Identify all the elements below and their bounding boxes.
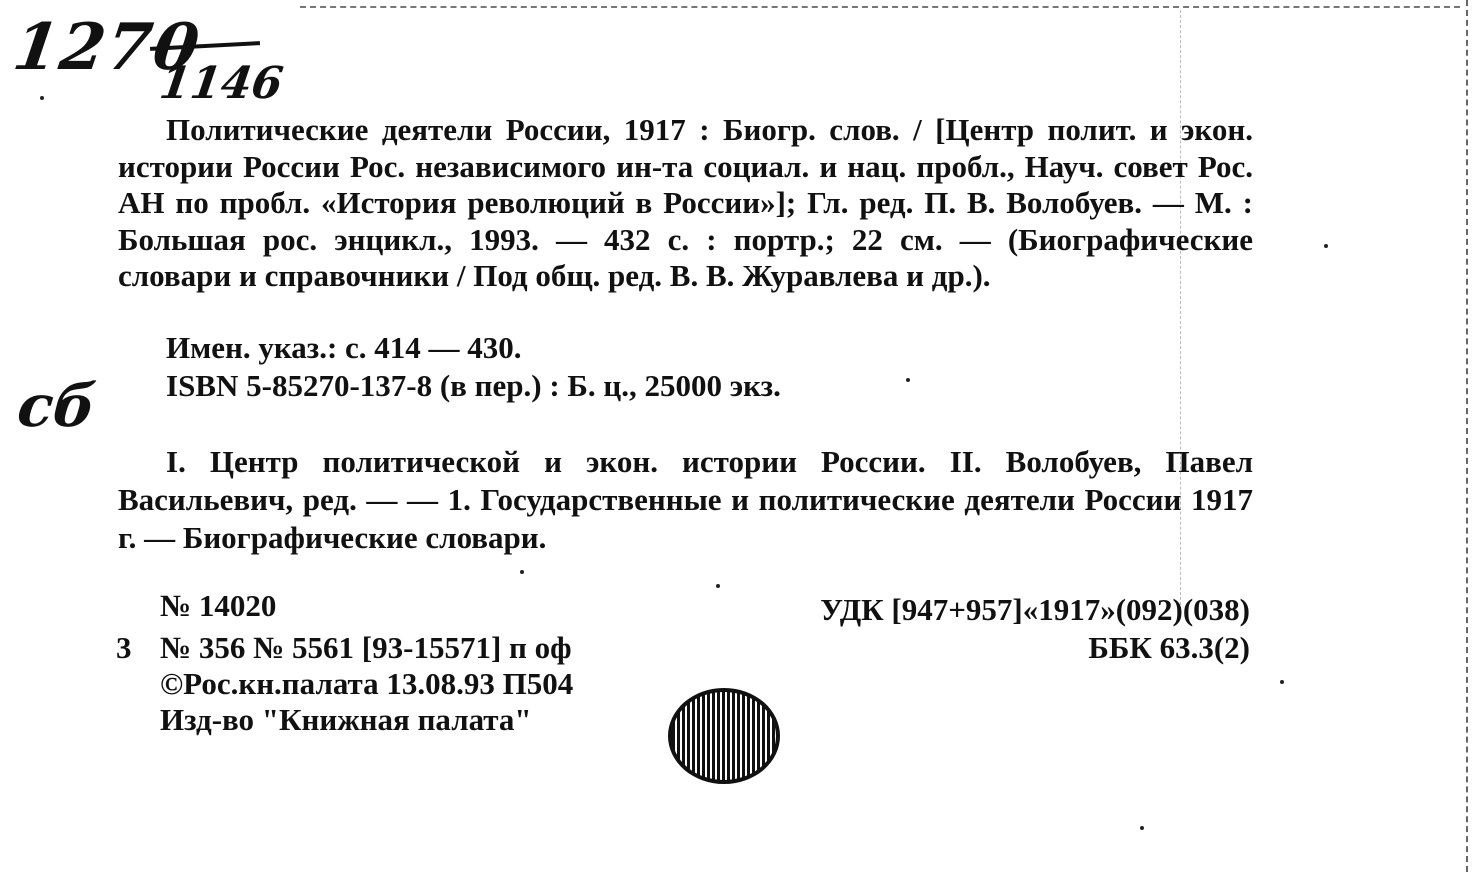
isbn-line: ISBN 5-85270-137-8 (в пер.) : Б. ц., 25000 экз.	[166, 368, 781, 403]
udk-code: УДК [947+957]«1917»(092)(038)	[820, 592, 1250, 627]
record-number: № 14020	[160, 588, 277, 623]
card-edge-top	[300, 6, 1460, 8]
publisher-line: Изд-во "Книжная палата"	[160, 702, 532, 737]
scan-speck	[1324, 244, 1328, 248]
handwritten-sub-number: 1146	[156, 58, 287, 109]
tracings-paragraph: I. Центр политической и экон. истории России. II. Волобуев, Павел Васильевич, ред. — — 1. Государственные и политические деятели России 1917 г. — Биографические словари.	[118, 444, 1253, 555]
description-paragraph: Политические деятели России, 1917 : Биогр. слов. / [Центр полит. и экон. истории России Рос. независимого ин-та социал. и нац. пробл., Науч. совет Рос. АН по пробл. «История революций в России»]; Гл. ред. П. В. Волобуев. — М. : Большая рос. энцикл., 1993. — 432 с. : портр.; 22 см. — (Биографические словари и справочники / Под общ. ред. В. В. Журавлева и др.).	[118, 112, 1253, 293]
scan-speck	[40, 96, 44, 100]
handwritten-shelfmark: 1270	[8, 10, 206, 85]
handwritten-margin-mark: сб	[14, 372, 99, 440]
scan-speck	[1280, 680, 1284, 684]
card-edge-right	[1466, 0, 1468, 872]
order-line: № 356 № 5561 [93-15571] п оф	[160, 630, 572, 665]
scan-speck	[1140, 826, 1144, 830]
punched-hole-stamp	[668, 688, 780, 784]
tracings-block	[118, 443, 1253, 557]
copyright-line: ©Рос.кн.палата 13.08.93 П504	[160, 666, 574, 701]
scan-speck	[716, 584, 720, 588]
name-index-line: Имен. указ.: с. 414 — 430.	[166, 330, 522, 365]
bbk-code: ББК 63.3(2)	[1088, 630, 1250, 665]
order-prefix: 3	[116, 630, 132, 665]
scan-speck	[906, 378, 910, 382]
bibliographic-description	[118, 112, 1253, 295]
scan-speck	[520, 570, 524, 574]
